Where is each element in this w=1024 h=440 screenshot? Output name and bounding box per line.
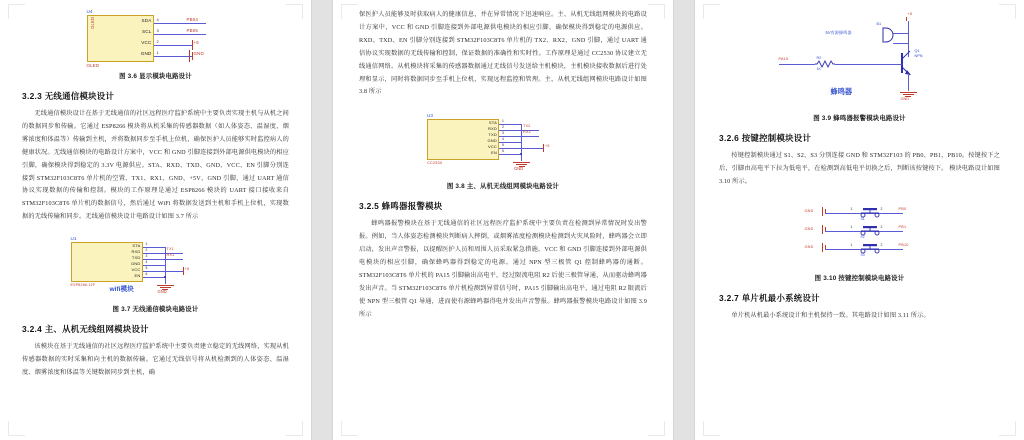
document-page-1[interactable] (0, 0, 311, 440)
page-1-content (0, 9, 311, 380)
crop-mark-icon (341, 421, 358, 436)
wire-txd (499, 136, 539, 137)
gnd-bar-s3-a (822, 243, 823, 252)
paragraph-buzzer: 蜂鸣器报警模块在基于无线通信的社区远程医疗监护系统中主要负责在检测到异常情况时发出警报。例如，当人体姿态检测模块判断病人摔倒，或烟雾浓度检测模块检测到火灾风险时，蜂鸣器会立即启动，发出声音警报，以提醒医护人员和周围人员采取紧急措施。VCC 和 GND 引脚连接到外部电源供电模块的相应引脚，确保蜂鸣器得到稳定的电源。通过 NPN 型三极管 Q1 控制蜂鸣器的通断。STM32F103C8T6 单片机的 PA15 引脚输出高电平，经过限流电阻 R2 后使三极管导通，从而驱动蜂鸣器发出声音。当 STM32F103C8T6 单片机检测到异常信号时，PA15 引脚输出高电平，通过电阻 R2 限流后使 NPN 型三极管 Q1 导通，进而使有源蜂鸣器得电并发出声音警报。蜂鸣器报警模块电路设计如图 3.9 所示 (359, 220, 647, 318)
pin-number-5: 5 (145, 266, 148, 271)
pin-number-s3-right: 2 (880, 242, 883, 247)
heading-3-2-4: 3.2.4 主、从机无线组网模块设计 (22, 324, 149, 335)
power-bar (543, 144, 544, 152)
ground-label: GND (900, 97, 909, 101)
pin-label-gnd: GND (140, 51, 152, 56)
crop-mark-icon (286, 421, 303, 436)
net-label-tx1: TX1 (166, 247, 175, 252)
pin-number-2: 2 (502, 125, 504, 130)
document-page-2[interactable] (333, 0, 673, 440)
pin-label-gnd: GND (131, 261, 141, 267)
oled-side-label: OLED (89, 16, 95, 29)
net-label-pa15: PA15 (778, 57, 789, 61)
buzzer-symbol-icon (881, 26, 897, 44)
gnd-bar-2 (192, 52, 193, 60)
gnd-bar-s1-a (822, 207, 823, 216)
pin-number-1: 1 (502, 119, 504, 124)
heading-3-2-5: 3.2.5 蜂鸣器报警模块 (359, 201, 443, 212)
pin-label-sta: STA (132, 243, 141, 249)
pin-number-1: 1 (145, 242, 148, 247)
net-label-pb0: PB0 (898, 206, 907, 211)
wire-buzzer-bottom (893, 43, 909, 44)
net-label-plus5: +5 (184, 267, 190, 272)
page-2-content (333, 9, 673, 322)
junction-dot (164, 276, 166, 278)
net-label-rx2: RX2 (523, 130, 531, 135)
wifi-module-schematic (51, 236, 261, 298)
page-gutter (673, 0, 695, 440)
chip-part-label: ESP8266-12F (70, 283, 96, 288)
wire-base (835, 64, 902, 65)
ground-label-s1: GND (804, 208, 814, 213)
key-control-schematic (725, 199, 995, 273)
pin-label-txd: TXD (131, 255, 141, 261)
wire-vcc (154, 45, 192, 46)
paragraph-networking-part1: 该模块在基于无线通信的社区远程医疗监护系统中主要负责建立稳定的无线网络，实现从机传感器数据的实时采集和向主机的数据传输。它通过无线信号将从机检测到的人体姿态、温湿度、烟雾浓度和体温等关键数据同步到主机，确 (22, 343, 289, 376)
switch-ref-s1: S1 (860, 216, 865, 221)
pin-number-s2-left: 1 (850, 224, 853, 229)
net-label-gnd: GND (193, 51, 204, 56)
wire-en (499, 154, 521, 155)
document-page-3[interactable] (695, 0, 1024, 440)
net-label-plus5: +5 (545, 144, 550, 149)
transistor-ref-label: Q1 (914, 49, 920, 53)
buzzer-type-label: 5V有源蜂鸣器 (825, 30, 852, 35)
paragraph-mcu-min-system: 单片机从机最小系统设计和主机保持一致。其电路设计如图 3.11 所示。 (731, 311, 930, 319)
pin-number-1: 1 (156, 50, 159, 55)
pin-number-2: 2 (145, 248, 148, 253)
pin-number-s3-left: 1 (850, 242, 853, 247)
buzzer-ref-label: B1 (876, 22, 882, 26)
crop-mark-icon (703, 4, 720, 19)
crop-mark-icon (648, 4, 665, 19)
pin-number-s1-right: 2 (880, 206, 883, 211)
crop-mark-icon (8, 4, 25, 19)
switch-ref-s3: S3 (860, 252, 865, 257)
pin-number-s2-right: 2 (880, 224, 883, 229)
pin-label-gnd: GND (487, 138, 497, 144)
switch-ref-s2: S2 (860, 234, 865, 239)
ground-label: GND (157, 289, 167, 295)
wire-bus-vertical (521, 124, 522, 155)
pin-number-3: 3 (156, 28, 159, 33)
net-label-pb04: PB04 (186, 17, 199, 22)
net-label-pb10: PB10 (898, 242, 909, 247)
figure-caption-3-6: 图 3.6 显示模块电路设计 (119, 73, 192, 80)
heading-3-2-3: 3.2.3 无线通信模块设计 (22, 91, 115, 101)
transistor-type-label: NPN (914, 54, 923, 58)
power-bar (183, 267, 184, 275)
wire-en (143, 277, 165, 278)
cc2530-network-schematic (409, 113, 619, 175)
oled-display-schematic (56, 9, 256, 67)
pin-number-4: 4 (156, 17, 159, 22)
pin-number-5: 5 (502, 143, 504, 148)
net-label-pb1: PB1 (898, 224, 907, 229)
resistor-ref-label: R2 (816, 56, 822, 60)
wire-base-in (779, 64, 815, 65)
pin-label-vcc: VCC (131, 267, 141, 273)
buzzer-title-label: 蜂鸣器 (830, 87, 853, 96)
wire-sda (154, 23, 206, 24)
ground-label-s2: GND (804, 226, 814, 231)
net-label-pb05: PB05 (186, 28, 199, 33)
heading-3-2-7: 3.2.7 单片机最小系统设计 (719, 292, 820, 303)
pin-number-3: 3 (502, 131, 504, 136)
wire-to-gnd (521, 154, 522, 161)
net-label-tx2: TX2 (523, 124, 531, 129)
paragraph-networking-part2: 保医护人员能够及时获取病人的健康信息，并在异常情况下迅速响应。主、从机无线组网模块的电路设计方案中，VCC 和 GND 引脚连接到外部电源供电模块的相应引脚，确保模块得到稳定的电源供应。RXD、TXD、EN 引脚分别连接到 STM32F103C8T6 单片机的 TX2、RX2、GND 引脚，通过 UART 通信协议实现数据的无线传输和控制，保证数据的准确性和实时性。工作原理是通过 CC2530 协议建立无线通信网络。从机模块将采集的传感器数据通过无线信号发送给主机模块，主机模块接收数据后进行处理和显示，同时将数据同步至手机上位机，实现远程监控和管理。主、从机无线组网模块电路设计如图 3.8 所示 (359, 11, 647, 96)
pin-label-en: EN (491, 150, 497, 156)
pin-number-6: 6 (145, 272, 148, 277)
crop-mark-icon (341, 4, 358, 19)
pin-number-s1-left: 1 (850, 206, 853, 211)
net-label-plus5: +5 (193, 40, 199, 45)
wire-vcc (143, 271, 183, 272)
wire-txd (143, 259, 183, 260)
pin-label-en: EN (134, 273, 141, 279)
wire-gnd (154, 56, 192, 57)
pin-number-3: 3 (145, 254, 148, 259)
npn-transistor-icon (890, 49, 922, 81)
chip-part-label: CC2530 (427, 161, 443, 166)
paragraph-buttons: 按键控制模块通过 S1、S2、S3 分别连接 GND 和 STM32F103 的 PB0、PB1、PB10。按键按下之后，引脚由高电平下拉为低电平，在检测到高低电平切换之后，判断该按键按下。 模块电路设计如图 3.10 所示。 (719, 152, 1000, 185)
power-bar (906, 17, 907, 21)
heading-3-2-6: 3.2.6 按键控制模块设计 (719, 133, 812, 143)
pin-number-4: 4 (145, 260, 148, 265)
chip-ref-label: U3 (427, 113, 433, 119)
wire-power-down (908, 21, 909, 33)
page-gutter (311, 0, 333, 440)
wire-rxd (143, 253, 183, 254)
figure-caption-3-8: 图 3.8 主、从机无线组网模块电路设计 (446, 183, 560, 191)
pin-number-4: 4 (502, 137, 504, 142)
page-3-content (695, 9, 1024, 323)
pin-label-scl: SCL (141, 29, 152, 34)
wire-emitter (908, 75, 909, 91)
ground-label: GND (514, 166, 524, 172)
resistor-value-label: 1K (816, 67, 821, 71)
wire-bus-vertical (165, 247, 166, 278)
chip-part-label: OLED (86, 63, 100, 68)
crop-mark-icon (703, 421, 720, 436)
wire-rxd (499, 130, 539, 131)
pin-label-vcc: VCC (487, 144, 497, 150)
wifi-module-caption: wifi模块 (109, 286, 134, 294)
pin-label-sta: STA (488, 120, 497, 126)
figure-caption-3-9: 图 3.9 蜂鸣器报警模块电路设计 (813, 115, 906, 122)
gnd-bar-s2-a (822, 225, 823, 234)
ground-label-s3: GND (804, 244, 814, 249)
net-label-plus5: +5 (907, 12, 913, 16)
figure-caption-3-10: 图 3.10 按键控制模块电路设计 (814, 274, 905, 282)
pin-label-txd: TXD (488, 132, 497, 138)
pin-label-vcc: VCC (141, 40, 152, 45)
gnd-bar-1 (189, 50, 190, 62)
pin-label-sda: SDA (141, 18, 152, 23)
crop-mark-icon (286, 4, 303, 19)
net-label-rx1: RX1 (166, 253, 175, 258)
crop-mark-icon (999, 421, 1016, 436)
pin-label-rxd: RXD (487, 126, 497, 132)
wire-to-gnd (165, 277, 166, 284)
crop-mark-icon (999, 4, 1016, 19)
pin-number-2: 2 (156, 39, 159, 44)
wire-scl (154, 34, 206, 35)
power-bar (192, 40, 193, 50)
chip-ref-label: U1 (70, 236, 77, 242)
crop-mark-icon (8, 421, 25, 436)
pin-number-6: 6 (502, 149, 504, 154)
buzzer-alarm-schematic (725, 9, 995, 109)
chip-ref-label: U4 (86, 9, 93, 14)
figure-caption-3-7: 图 3.7 无线通信模块电路设计 (112, 306, 199, 314)
crop-mark-icon (648, 421, 665, 436)
paragraph-wireless-comm: 无线通信模块设计在基于无线通信的社区远程医疗监护系统中主要负责实现主机与从机之间的数据同步和传输。它通过 ESP8266 模块将从机采集的传感器数据（如人体姿态、温湿度、烟雾浓度和体温等）传输到主机，并将数据同步至手机上位机，确保医护人员能够实时监控病人的健康状况。无线通信模块的电路设计方案中，VCC 和 GND 引脚连接到外部电源供电模块的相应引脚，确保模块得到稳定的 3.3V 电源供应。STA、RXD、TXD、GND、VCC、EN 引脚分别连接到 STM32F103C8T6 单片机的空置、TX1、RX1、GND、+5V、GND 引脚，通过 UART 通信协议实现数据的传输和控制。模块的工作原理是通过 ESP8266 模块的 UART 接口接收来自 STM32F103C8T6 单片机的数据信号，然后通过 WiFi 将数据发送到主机和手机上位机，实现数据的无线传输和同步。无线通信模块设计电路设计如图 3.7 所示 (22, 110, 289, 221)
pin-label-rxd: RXD (131, 249, 141, 255)
